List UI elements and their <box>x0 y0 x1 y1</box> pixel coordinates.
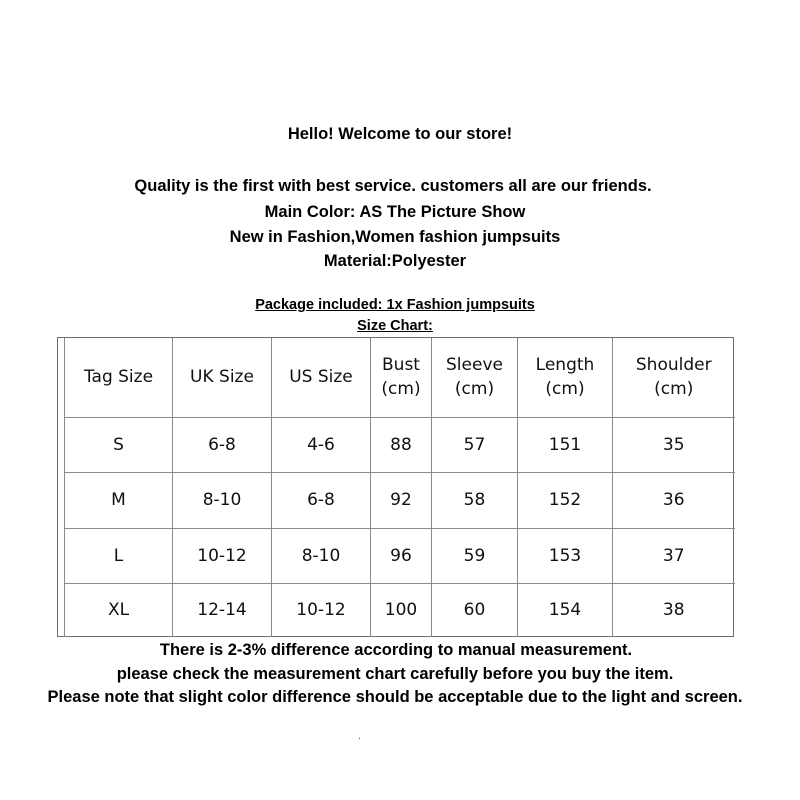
cell-tag-size: S <box>65 417 173 472</box>
header-bust: Bust (cm) <box>371 338 432 417</box>
cell-bust: 88 <box>371 417 432 472</box>
size-chart-table <box>64 338 735 637</box>
cell-tag-size: L <box>65 528 173 583</box>
header-tag-size: Tag Size <box>65 338 173 417</box>
cell-uk-size: 6-8 <box>173 417 272 472</box>
table-row <box>65 528 735 583</box>
package-included: Package included: 1x Fashion jumpsuits <box>255 297 535 313</box>
table-row <box>65 472 735 528</box>
cell-uk-size: 8-10 <box>173 472 272 528</box>
cell-shoulder: 36 <box>613 472 735 528</box>
cell-us-size: 6-8 <box>272 472 371 528</box>
difference-note: There is 2-3% difference according to manual measurement. <box>159 641 633 659</box>
size-chart-label: Size Chart: <box>357 318 433 334</box>
welcome-line: Hello! Welcome to our store! <box>287 125 513 143</box>
cell-us-size: 10-12 <box>272 583 371 637</box>
cell-us-size: 4-6 <box>272 417 371 472</box>
cell-uk-size: 12-14 <box>173 583 272 637</box>
color-note: Please note that slight color difference should be acceptable due to the light and screen. <box>47 688 743 706</box>
header-length: Length (cm) <box>518 338 613 417</box>
cell-shoulder: 38 <box>613 583 735 637</box>
cell-bust: 92 <box>371 472 432 528</box>
material-line: Material:Polyester <box>323 252 467 270</box>
header-sleeve: Sleeve (cm) <box>432 338 518 417</box>
header-uk-size: UK Size <box>173 338 272 417</box>
cell-length: 152 <box>518 472 613 528</box>
cell-sleeve: 57 <box>432 417 518 472</box>
cell-shoulder: 37 <box>613 528 735 583</box>
cell-length: 151 <box>518 417 613 472</box>
cell-tag-size: M <box>65 472 173 528</box>
header-shoulder: Shoulder (cm) <box>613 338 735 417</box>
new-in-line: New in Fashion,Women fashion jumpsuits <box>229 228 561 246</box>
size-chart-table-frame <box>57 337 734 637</box>
cell-bust: 96 <box>371 528 432 583</box>
quality-line: Quality is the first with best service. customers all are our friends. <box>134 177 652 195</box>
cell-shoulder: 35 <box>613 417 735 472</box>
main-color-line: Main Color: AS The Picture Show <box>264 203 526 221</box>
table-row <box>65 417 735 472</box>
check-note: please check the measurement chart carefully before you buy the item. <box>116 665 674 683</box>
cell-sleeve: 58 <box>432 472 518 528</box>
table-header-row <box>65 338 735 417</box>
cell-bust: 100 <box>371 583 432 637</box>
cell-sleeve: 59 <box>432 528 518 583</box>
cell-length: 153 <box>518 528 613 583</box>
decorative-dots: · <box>358 733 370 744</box>
table-row <box>65 583 735 637</box>
cell-length: 154 <box>518 583 613 637</box>
cell-tag-size: XL <box>65 583 173 637</box>
header-us-size: US Size <box>272 338 371 417</box>
cell-us-size: 8-10 <box>272 528 371 583</box>
cell-uk-size: 10-12 <box>173 528 272 583</box>
cell-sleeve: 60 <box>432 583 518 637</box>
